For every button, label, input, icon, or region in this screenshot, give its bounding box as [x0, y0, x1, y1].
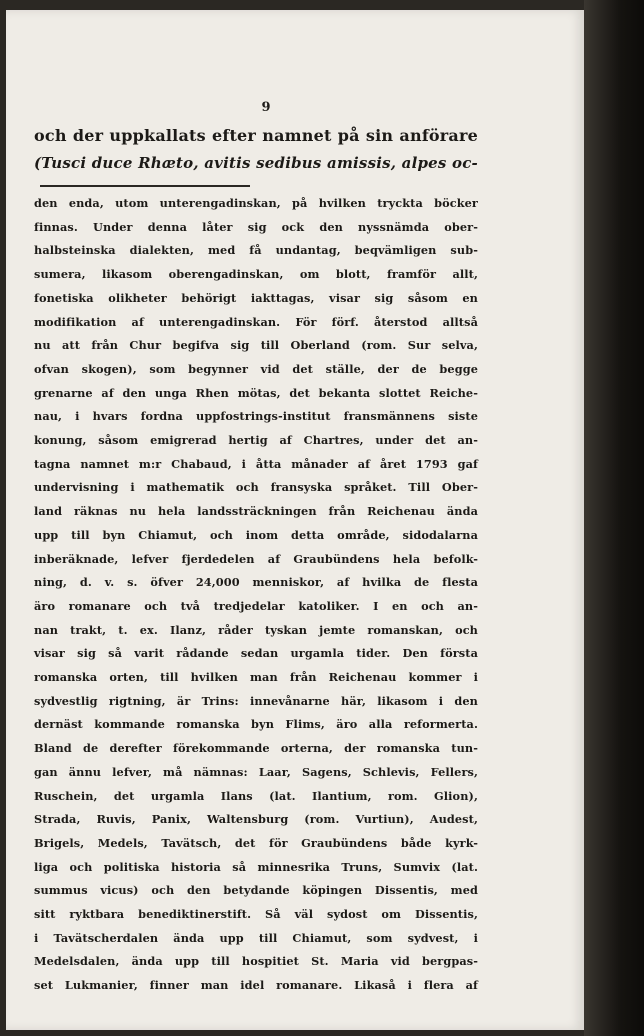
body-line: sitt ryktbara benediktinerstift. Så väl sydost om Dissentis, — [34, 907, 478, 921]
body-line: inberäknade, lefver fjerdedelen af Graubündens hela befolk- — [34, 551, 478, 566]
body-line: dernäst kommande romanska byn Flims, äro alla reformerta. — [34, 717, 478, 732]
body-line: undervisning i mathematik och fransyska språket. Till Ober- — [34, 480, 478, 495]
body-line: gan ännu lefver, må nämnas: Laar, Sagens, Schlevis, Fellers, — [34, 764, 478, 779]
body-line: halbsteinska dialekten, med få undantag, beqvämligen sub- — [34, 243, 478, 258]
book-page — [6, 10, 584, 1030]
body-line: set Lukmanier, finner man idel romanare. Likaså i flera af — [34, 978, 478, 993]
body-line: ning, d. v. s. öfver 24,000 menniskor, af hvilka de flesta — [34, 575, 478, 590]
body-line: konung, såsom emigrerad hertig af Chartres, under det an- — [34, 433, 478, 447]
body-line: visar sig så varit rådande sedan urgamla tider. Den första — [34, 646, 478, 661]
body-line: Bland de derefter förekommande orterna, der romanska tun- — [34, 741, 478, 756]
body-line: i Tavätscherdalen ända upp till Chiamut, som sydvest, i — [34, 930, 478, 945]
body-line: liga och politiska historia så minnesrika Truns, Sumvix (lat. — [34, 859, 478, 874]
body-line: land räknas nu hela landssträckningen från Reichenau ända — [34, 504, 478, 519]
body-line: nan trakt, t. ex. Ilanz, råder tyskan jemte romanskan, och — [34, 622, 478, 637]
body-line: nau, i hvars fordna uppfostrings-institut fransmännens siste — [34, 409, 478, 424]
page-number: 9 — [261, 100, 271, 115]
body-line: Medelsdalen, ända upp till hospitiet St. Maria vid bergpas- — [34, 954, 478, 969]
header-line-1: och der uppkallats efter namnet på sin anförare — [34, 126, 478, 145]
body-line: ofvan skogen), som begynner vid det ställe, der de begge — [34, 361, 478, 376]
body-line: fonetiska olikheter behörigt iakttagas, visar sig såsom en — [34, 290, 478, 305]
body-line: Ruschein, det urgamla Ilans (lat. Ilantium, rom. Glion), — [34, 788, 478, 803]
body-line: romanska orten, till hvilken man från Reichenau kommer i — [34, 670, 478, 684]
body-line: sumera, likasom oberengadinskan, om blott, framför allt, — [34, 267, 478, 282]
body-line: Strada, Ruvis, Panix, Waltensburg (rom. Vurtiun), Audest, — [34, 812, 478, 827]
body-line: tagna namnet m:r Chabaud, i åtta månader af året 1793 gaf — [34, 456, 478, 471]
body-line: modifikation af unterengadinskan. För förf. återstod alltså — [34, 314, 478, 329]
body-line: den enda, utom unterengadinskan, på hvilken tryckta böcker — [34, 196, 478, 210]
page-edge-shadow — [584, 0, 644, 1036]
body-line: finnas. Under denna låter sig ock den nyssnämda ober- — [34, 219, 478, 234]
header-line-2: (Tusci duce Rhæto, avitis sedibus amissis, alpes oc- — [34, 154, 478, 172]
body-line: äro romanare och två tredjedelar katoliker. I en och an- — [34, 598, 478, 613]
body-line: Brigels, Medels, Tavätsch, det för Graubündens både kyrk- — [34, 835, 478, 850]
body-line: nu att från Chur begifva sig till Oberland (rom. Sur selva, — [34, 338, 478, 353]
body-line: upp till byn Chiamut, och inom detta område, sidodalarna — [34, 527, 478, 542]
body-line: summus vicus) och den betydande köpingen Dissentis, med — [34, 883, 478, 898]
separator-rule — [40, 185, 250, 187]
body-line: sydvestlig rigtning, är Trins: innevånarne här, likasom i den — [34, 693, 478, 708]
body-line: grenarne af den unga Rhen mötas, det bekanta slottet Reiche- — [34, 385, 478, 400]
